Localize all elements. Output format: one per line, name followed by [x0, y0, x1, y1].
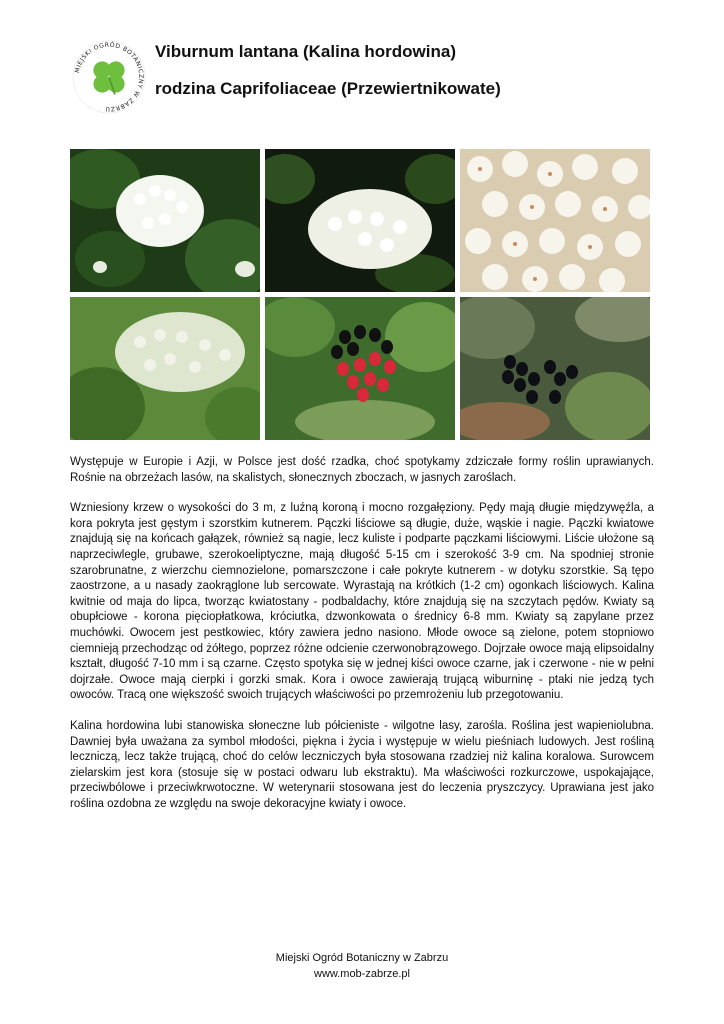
photo-flower-buds — [70, 297, 260, 440]
photo-flowers-closeup — [460, 149, 650, 292]
footer — [0, 950, 724, 982]
logo-text: MIEJSKI OGRÓD BOTANICZNY W ZABRZU — [73, 41, 145, 113]
footer-organization: Miejski Ogród Botaniczny w Zabrzu — [275, 952, 449, 964]
photo-gallery — [70, 149, 650, 441]
photo-flower-cluster — [70, 149, 260, 292]
species-title: Viburnum lantana (Kalina hordowina) — [155, 42, 456, 61]
description-text — [70, 455, 654, 827]
four-leaf-clover-icon — [70, 38, 148, 116]
paragraph-distribution: Występuje w Europie i Azji, w Polsce jest dość rzadka, choć spotykamy zdziczałe formy roślin uprawianych. Rośnie na obrzeżach lasów, na skalistych, słonecznych zboczach, w jasnych zaroślach. — [70, 456, 654, 484]
photo-red-black-berries — [265, 297, 455, 440]
paragraph-habitat-uses: Kalina hordowina lubi stanowiska słoneczne lub półcieniste - wilgotne lasy, zarośla. Roślina jest wapieniolubna. Dawniej była uważana za symbol młodości, piękna i życia i występuje w wielu pieśniach ludowych. Jest rośliną leczniczą, lecz także trującą, choć do celów leczniczych była stosowana rzadziej niż kalina koralowa. Surowcem zielarskim jest kora (stosuje się w postaci odwaru lub ekstraktu). Ma właściwości rozkurczowe, uspokajające, przeciwbólowe i przeciwkrwotoczne. W weterynarii stosowana jest do leczenia pryszczycy. Uprawiana jest jako roślina ozdobna ze względu na swoje dekoracyjne kwiaty i owoce. — [70, 719, 654, 810]
footer-website-link[interactable]: www.mob-zabrze.pl — [314, 968, 410, 980]
photo-black-berries — [460, 297, 650, 440]
paragraph-morphology: Wzniesiony krzew o wysokości do 3 m, z luźną koroną i mocno rozgałęziony. Pędy mają długie międzywęźla, a kora pokryta jest gęstym i szorstkim kutnerem. Pączki liściowe są długie, duże, wąskie i nagie. Pączki kwiatowe znajdują się na końcach gałązek, również są nagie, lecz kuliste i podparte pączkami liściowymi. Liście ułożone są naprzeciwlegle, grubawe, szerokoeliptyczne, mają długość 5-15 cm i szerokość 3-9 cm. Na spodniej stronie szarobrunatne, z wierzchu ciemnozielone, pomarszczone i całe pokryte kutnerem - w dotyku szorstkie. Są tępo zaostrzone, a u nasady zaokrąglone lub sercowate. Wyrastają na krótkich (1-2 cm) ogonkach liściowych. Kalina kwitnie od maja do lipca, tworząc kwiatostany - podbaldachy, które znajdują się na szczytach pędów. Kwiaty są obupłciowe - korona pięciopłatkowa, króciutka, dzwonkowata o średnicy 6-8 mm. Kwiaty są zapylane przez muchówki. Owocem jest pestkowiec, który zawiera jedno nasiono. Młode owoce są zielone, potem stopniowo ciemnieją przechodząc od żółtego, poprzez różne odcienie czerwonobrązowego. Dojrzałe owoce mają elipsoidalny kształt, długość 7-10 mm i są czarne. Często spotyka się w jednej kiści owoce czarne, jak i czerwone - nie w pełni dojrzałe. Owoce mają cierpki i gorzki smak. Kora i owoce zawierają trującą wiburninę - ptaki nie jedzą tych owoców. Tracą one większość swoich trujących właściwości po przemrożeniu lub przegotowaniu. — [70, 502, 654, 702]
photo-flower-umbel — [265, 149, 455, 292]
family-title: rodzina Caprifoliaceae (Przewiertnikowate) — [155, 79, 501, 98]
garden-logo — [70, 38, 148, 116]
